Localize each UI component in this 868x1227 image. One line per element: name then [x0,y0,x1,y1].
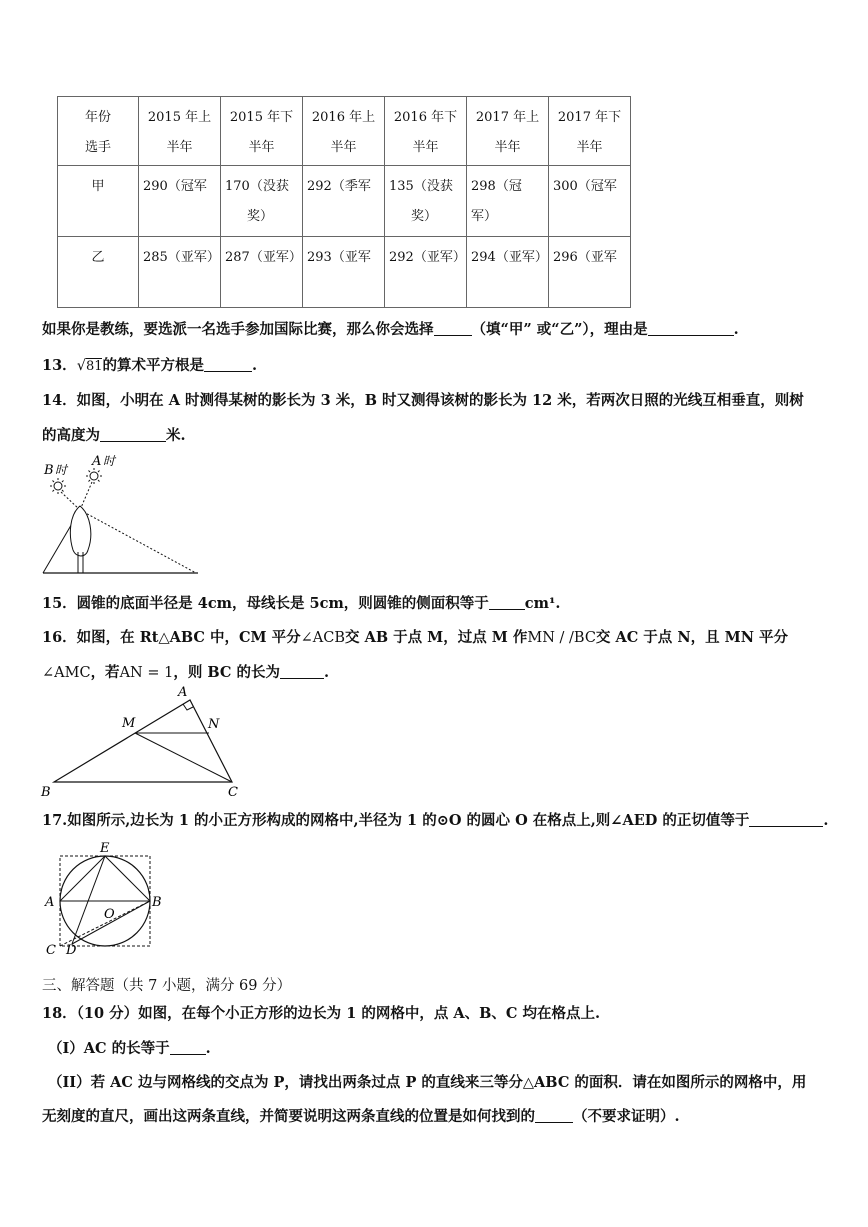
table-cell [303,166,385,237]
label-o: O [104,907,115,922]
q16-text: ，则 BC 的长为 [173,664,280,681]
table-cell [139,166,221,237]
circle-grid-figure [42,838,166,958]
cell-text: 298（冠军） [471,179,522,224]
label-a: A [178,685,188,700]
q18-part2-line2 [42,1105,680,1126]
answer-blank[interactable] [100,427,166,442]
answer-blank[interactable] [204,357,252,372]
q13-text: . [251,357,258,374]
table-header-row [58,97,631,166]
answer-blank[interactable] [535,1108,573,1123]
cell-text: 奖） [247,209,274,224]
triangle-figure [36,682,246,800]
label-a: A [92,454,102,469]
math-condition: AN = 1 [119,665,174,681]
q16-text: 交 AB 于点 M，过点 M 作 [345,629,528,646]
ray-b-dashed [61,492,80,510]
triangle-abc [54,700,232,782]
q12-text: （填“甲” 或“乙”），理由是 [471,321,648,338]
cell-text: 奖） [411,209,438,224]
q16-text: 交 AC 于点 N，且 MN 平分 [595,629,789,646]
q16-text: ，若 [90,664,120,681]
answer-blank[interactable] [749,812,823,827]
answer-blank[interactable] [170,1040,206,1055]
label-b: B [152,895,162,910]
q18-part1 [48,1037,211,1058]
header-cell [385,97,467,166]
table-cell [221,166,303,237]
label-c: C [228,785,238,800]
header-text: 年份 [84,110,111,125]
math-angle: ∠ACB [300,630,346,646]
table-row [58,237,631,308]
label-b: B [41,785,51,800]
section-heading: 三、解答题（共 7 小题，满分 69 分） [42,978,292,994]
cell-text: 135（没获 [389,179,453,194]
header-cell [303,97,385,166]
header-text: 半年 [248,140,275,155]
header-text: 半年 [330,140,357,155]
q18-line1: 18．（10 分）如图，在每个小正方形的边长为 1 的网格中，点 A、B、C 均在格点上. [42,1005,601,1022]
tree-crown-icon [70,506,90,556]
q18-text: （I）AC 的长等于 [48,1040,170,1057]
q14-text: 的高度为 [42,427,100,444]
table-cell [549,166,631,237]
header-cell [139,97,221,166]
score-table [57,96,631,308]
q16-line1 [42,626,788,647]
header-cell [467,97,549,166]
q16-text: 16．如图，在 Rt△ABC 中，CM 平分 [42,629,301,646]
table-row [58,166,631,237]
ray-a-dashed [80,482,92,510]
q15-text: 15．圆锥的底面半径是 4cm，母线长是 5cm，则圆锥的侧面积等于 [42,595,489,612]
label-e: E [100,841,110,856]
segment-mc [135,733,232,782]
tree-shadow-figure [40,452,202,578]
header-cell [221,97,303,166]
header-text: 2017 年下 [557,110,622,125]
header-cell [58,97,139,166]
q13-question [42,354,257,375]
header-text: 2016 年上 [311,110,376,125]
radicand: 81 [85,359,103,374]
question-number: 13． [42,357,77,374]
header-text: 2015 年下 [229,110,294,125]
label-b-suffix: 时 [55,463,68,477]
answer-blank[interactable] [489,595,525,610]
header-text: 2017 年上 [475,110,540,125]
q14-line2 [42,424,186,445]
label-n: N [208,717,220,732]
header-cell [549,97,631,166]
answer-blank[interactable] [434,321,472,336]
segment-eb [105,856,150,901]
label-m: M [122,716,136,731]
q18-text: . [205,1040,211,1057]
sqrt-symbol: √ [76,358,86,374]
cell-text: 170（没获 [225,179,289,194]
q16-text: . [324,664,330,681]
header-text: 半年 [576,140,603,155]
right-angle-mark [183,704,193,710]
header-text: 选手 [84,140,111,155]
header-text: 半年 [494,140,521,155]
q15-text: cm¹. [524,595,561,612]
row-label: 甲 [58,166,139,237]
table-cell: 285（亚军） [139,237,221,308]
label-b: B [44,463,54,478]
q12-question-tail [42,318,739,339]
q12-text: . [733,321,739,338]
label-d: D [66,943,77,958]
q15-question [42,592,560,613]
q18-part2-line1: （II）若 AC 边与网格线的交点为 P，请找出两条过点 P 的直线来三等分△ABC 的面积．请在如图所示的网格中，用 [48,1074,807,1091]
table-cell: 292（亚军） [385,237,467,308]
math-parallel: MN / /BC [527,630,596,646]
cell-text: 300（冠军 [553,179,617,194]
cell-text: 290（冠军 [143,179,207,194]
table-cell: 287（亚军） [221,237,303,308]
header-text: 半年 [412,140,439,155]
q14-text: 米. [166,427,186,444]
answer-blank[interactable] [648,321,734,336]
table-cell: 296（亚军 [549,237,631,308]
cell-text: 292（季军 [307,179,371,194]
header-text: 半年 [166,140,193,155]
table-cell: 293（亚军 [303,237,385,308]
table-cell: 294（亚军） [467,237,549,308]
ray-b-shadow [80,510,196,573]
q13-text: 的算术平方根是 [102,357,204,374]
segment-ed [72,856,105,944]
answer-blank[interactable] [280,664,324,679]
q14-line1: 14．如图，小明在 A 时测得某树的影长为 3 米，B 时又测得该树的影长为 12 米，若两次日照的光线互相垂直，则树 [42,392,804,409]
sun-b-icon [50,478,66,494]
label-c: C [46,943,56,958]
q17-question [42,809,828,830]
q12-text: 如果你是教练，要选派一名选手参加国际比赛，那么你会选择 [42,321,434,338]
row-label: 乙 [58,237,139,308]
label-a-suffix: 时 [103,454,116,468]
table-cell [385,166,467,237]
math-angle: ∠AMC [42,665,91,681]
q17-text: . [823,812,829,829]
sun-a-icon [86,468,102,484]
q18-text: （不要求证明）. [573,1108,680,1125]
header-text: 2015 年上 [147,110,212,125]
q17-text: 17.如图所示,边长为 1 的小正方形构成的网格中,半径为 1 的⊙O 的圆心 O 在格点上,则∠AED 的正切值等于 [42,812,750,829]
q16-line2 [42,661,329,682]
segment-ea [60,856,105,901]
header-text: 2016 年下 [393,110,458,125]
label-a: A [45,895,55,910]
q18-text: 无刻度的直尺，画出这两条直线，并简要说明这两条直线的位置是如何找到的 [42,1108,535,1125]
table-cell [467,166,549,237]
